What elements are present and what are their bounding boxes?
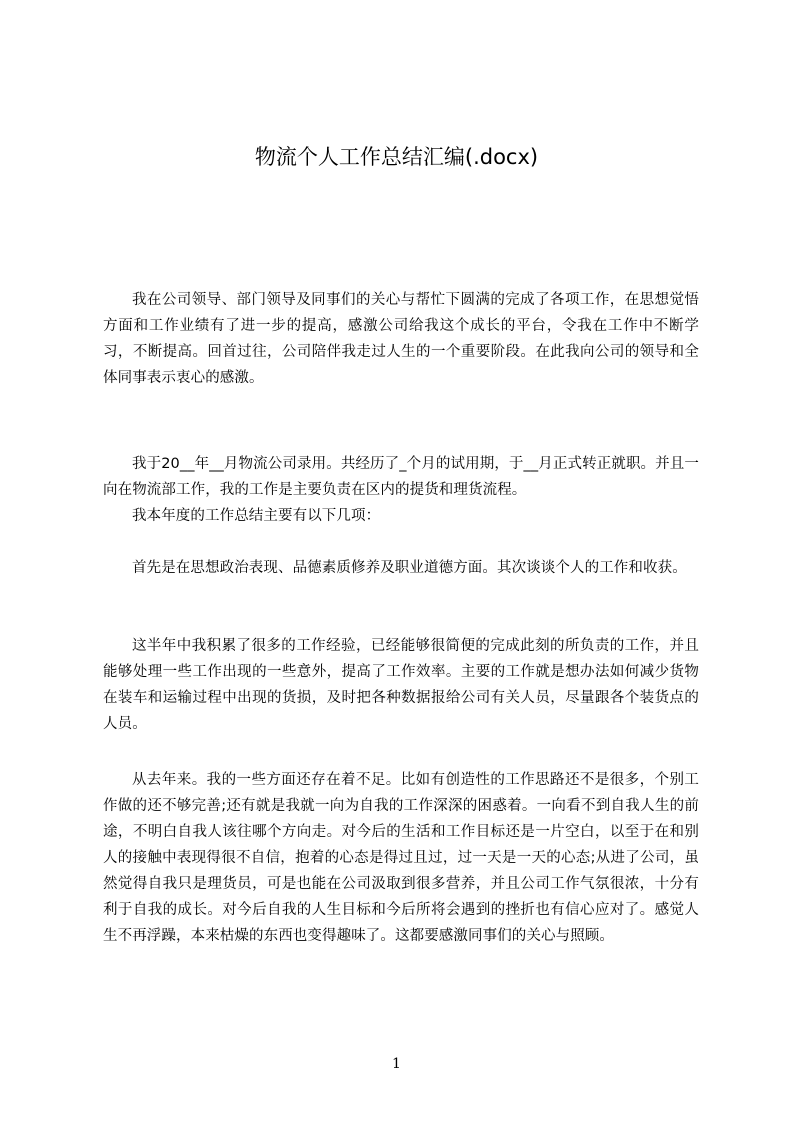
paragraph-employment: 我于20__年__月物流公司录用。共经历了_个月的试用期，于__月正式转正就职。并且一向在物流部工作，我的工作是主要负责在区内的提货和理货流程。 bbox=[103, 456, 699, 498]
paragraph-gratitude: 我在公司领导、部门领导及同事们的关心与帮忙下圆满的完成了各项工作，在思想觉悟方面和工作业绩有了进一步的提高，感激公司给我这个成长的平台，令我在工作中不断学习，不断提高。回首过往，公司陪伴我走过人生的一个重要阶段。在此我向公司的领导和全体同事表示衷心的感激。 bbox=[103, 292, 699, 386]
paragraph-experience: 这半年中我积累了很多的工作经验，已经能够很简便的完成此刻的所负责的工作，并且能够处理一些工作出现的一些意外，提高了工作效率。主要的工作就是想办法如何减少货物在装车和运输过程中出现的货损，及时把各种数据报给公司有关人员，尽量跟各个装货点的人员。 bbox=[103, 638, 699, 732]
paragraph-shortcomings: 从去年来。我的一些方面还存在着不足。比如有创造性的工作思路还不是很多，个别工作做的还不够完善;还有就是我就一向为自我的工作深深的困惑着。一向看不到自我人生的前途，不明白自我人该往哪个方向走。对今后的生活和工作目标还是一片空白，以至于在和别人的接触中表现得很不自信，抱着的心态是得过且过，过一天是一天的心态;从进了公司，虽然觉得自我只是理货员，可是也能在公司汲取到很多营养，并且公司工作气氛很浓，十分有利于自我的成长。对今后自我的人生目标和今后所将会遇到的挫折也有信心应对了。感觉人生不再浮躁，本来枯燥的东西也变得趣味了。这都要感激同事们的关心与照顾。 bbox=[103, 772, 699, 944]
page-number: 1 bbox=[392, 1056, 401, 1072]
paragraph-summary-intro: 我本年度的工作总结主要有以下几项： bbox=[132, 508, 381, 524]
document-title: 物流个人工作总结汇编(.docx) bbox=[254, 145, 539, 169]
paragraph-conduct: 首先是在思想政治表现、品德素质修养及职业道德方面。其次谈谈个人的工作和收获。 bbox=[132, 560, 687, 576]
